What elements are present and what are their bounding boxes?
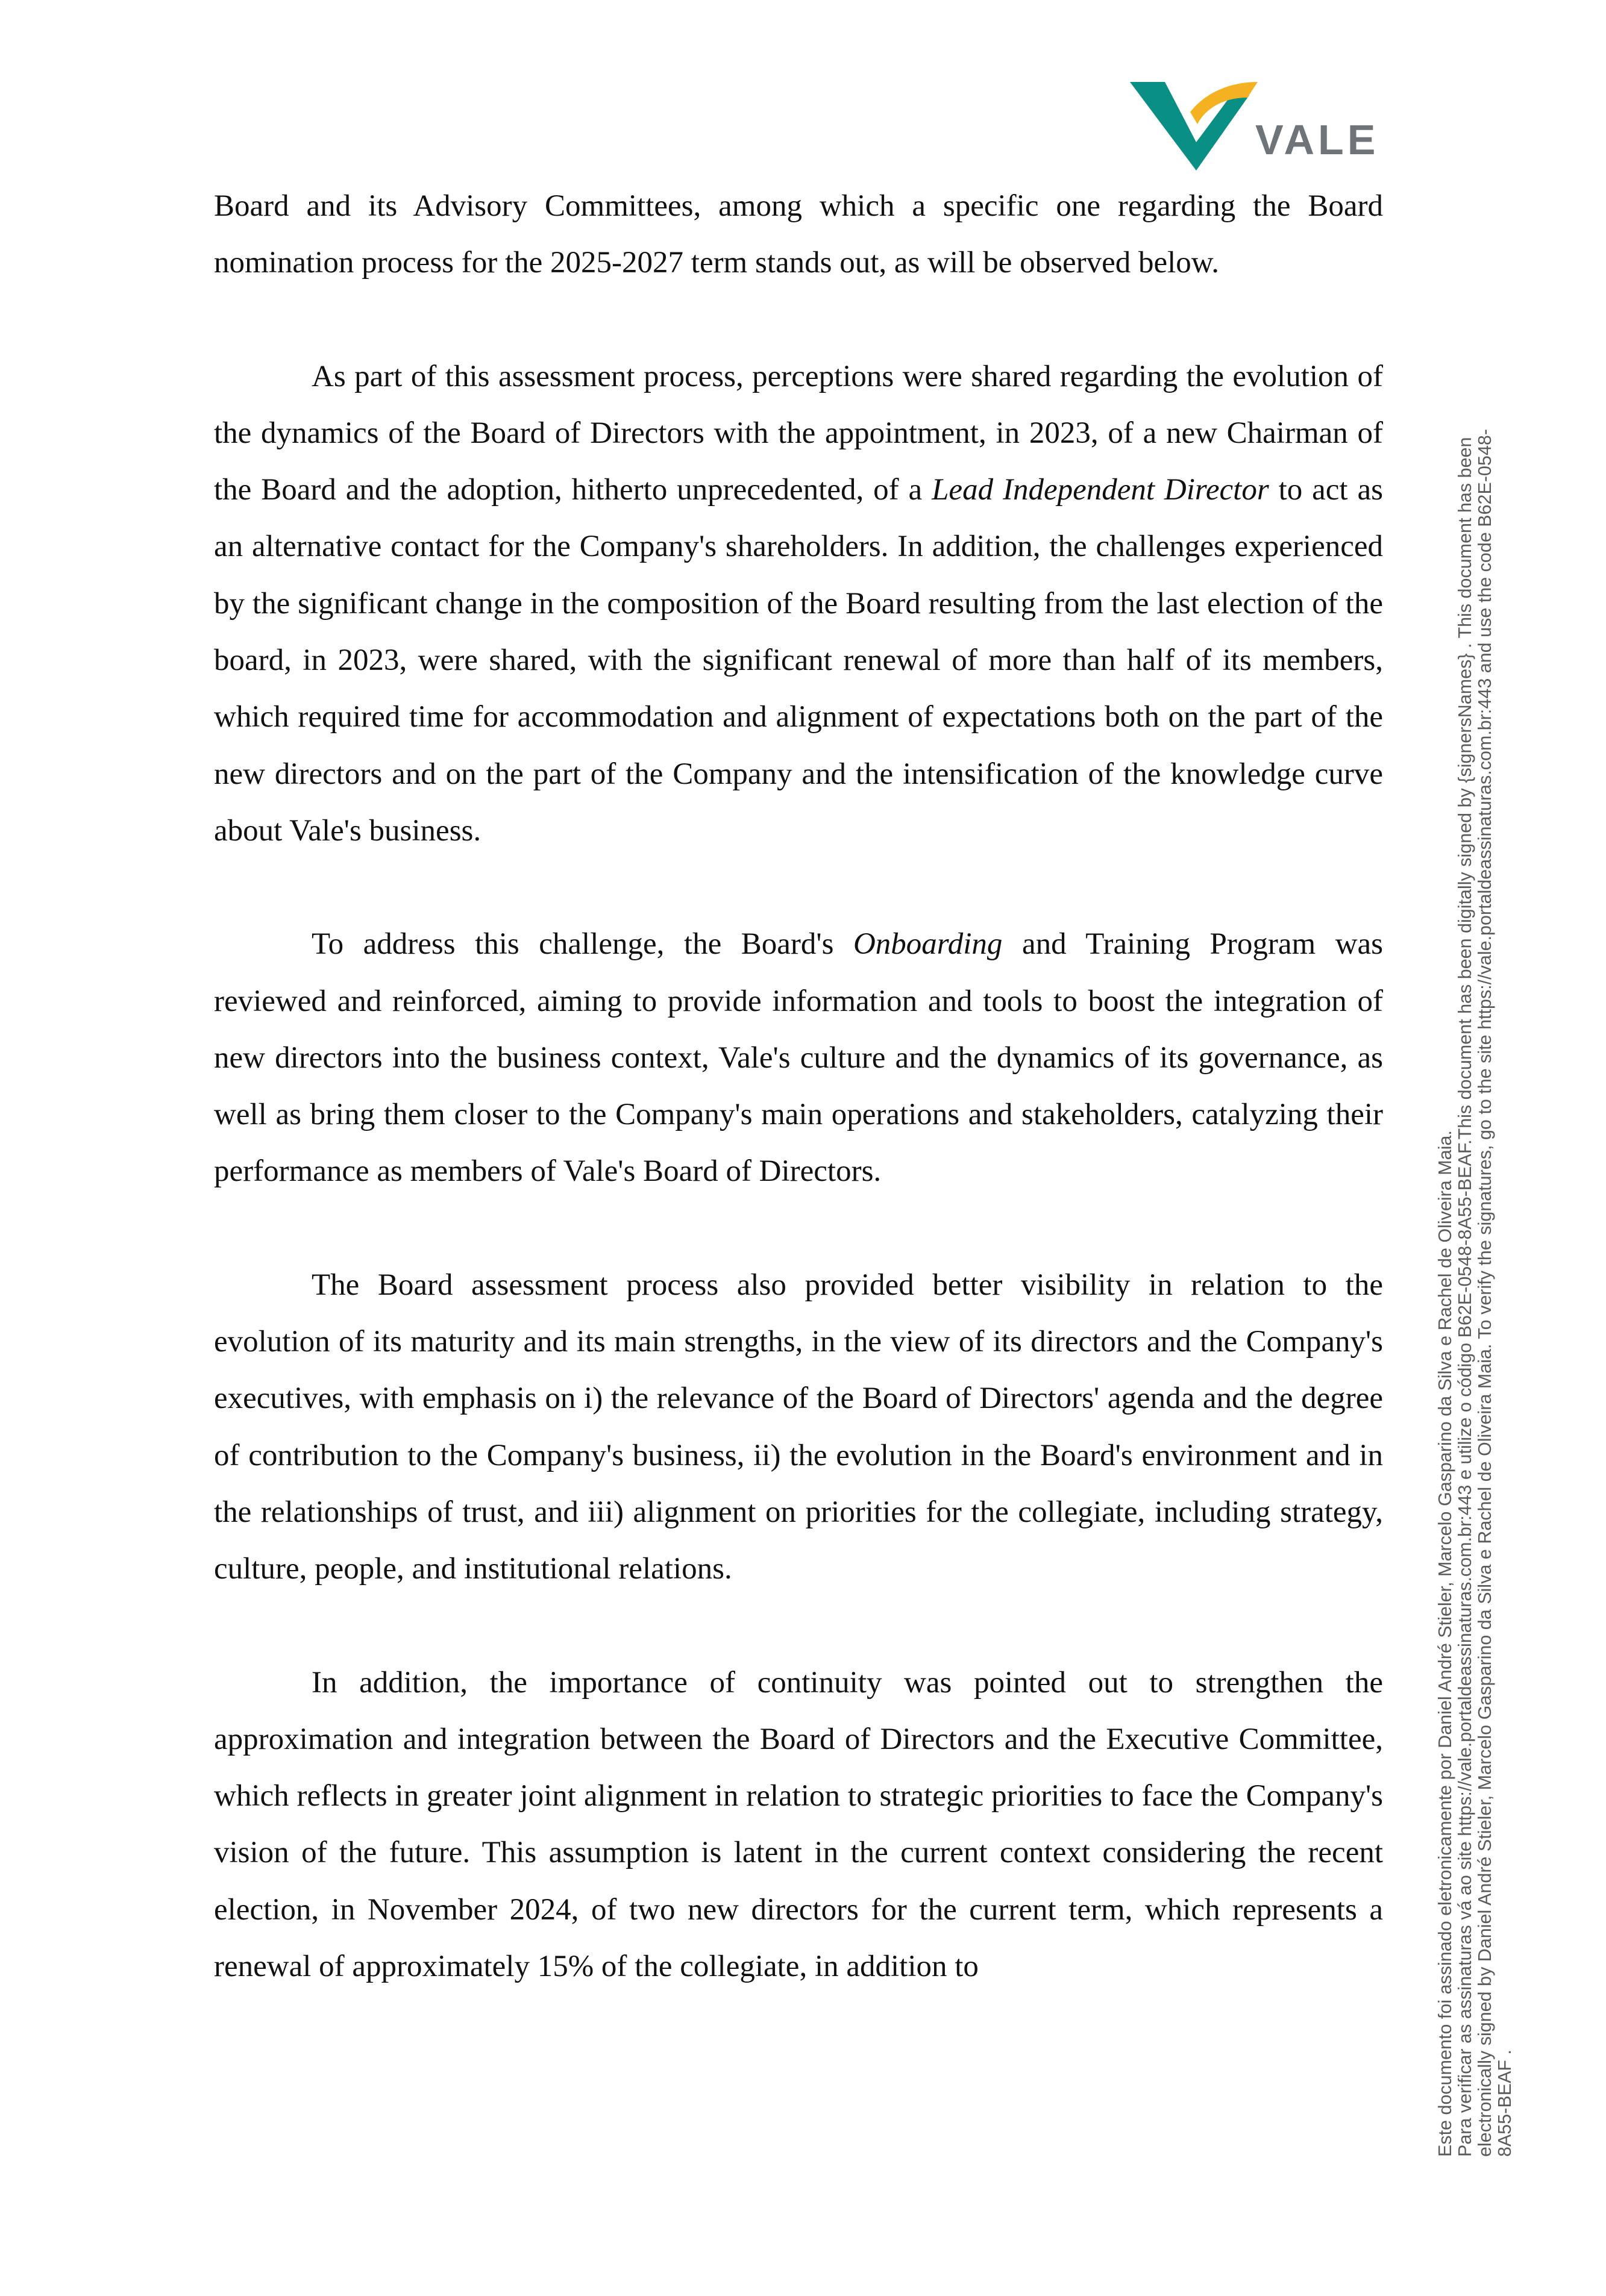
document-body <box>214 178 1383 2051</box>
paragraph-5 <box>214 1654 1383 1995</box>
paragraph-2-emphasis: Lead Independent Director <box>932 473 1269 507</box>
paragraph-5-text: In addition, the importance of continuity was pointed out to strengthen the approximation and integration between the Board of Directors and the Executive Committee, which reflects in greater joint alignment in relation to strategic priorities to face the Company's vision of the future. This assumption is latent in the current context considering the recent election, in November 2024, of two new directors for the current term, which represents a renewal of approximately 15% of the collegiate, in addition to <box>214 1665 1383 1984</box>
signature-note-line-2: Para verificar as assinaturas vá ao site https://vale.portaldeassinaturas.com.br:443 e utilize o código B62E-0548-8A55-BEAF.This document has been digitally signed by {signersNames} . This document has been <box>1455 437 1475 2157</box>
logo-wordmark: VALE <box>1255 116 1379 163</box>
paragraph-3-text-a: To address this challenge, the Board's <box>312 927 853 962</box>
paragraph-2-text-a: As part of this assessment process, perceptions were shared regarding the evolution of the dynamics of the Board of Directors with the appointment, in 2023, of a new Chairman of the Board and the adoption, hitherto unprecedented, of a <box>214 359 1383 507</box>
signature-note-line-3: electronically signed by Daniel André Stieler, Marcelo Gasparino da Silva e Rachel de Oliveira Maia. To verify the signatures, go to the site https://vale.portaldeassinaturas.com.br:443 and use the code B62E-0548- <box>1475 428 1495 2157</box>
paragraph-3 <box>214 916 1383 1200</box>
paragraph-3-emphasis: Onboarding <box>853 927 1003 962</box>
signature-note-line-4: 8A55-BEAF . <box>1495 2050 1515 2157</box>
paragraph-4 <box>214 1257 1383 1598</box>
signature-verification-note <box>1435 60 1515 2157</box>
signature-note-line-1: Este documento foi assinado eletronicamente por Daniel André Stieler, Marcelo Gasparino da Silva e Rachel de Oliveira Maia. <box>1435 1130 1455 2157</box>
paragraph-2-text-b: to act as an alternative contact for the Company's shareholders. In addition, the challenges experienced by the significant change in the composition of the Board resulting from the last election of the board, in 2023, were shared, with the significant renewal of more than half of its members, which required time for accommodation and alignment of expectations both on the part of the new directors and on the part of the Company and the intensification of the knowledge curve about Vale's business. <box>214 473 1383 848</box>
paragraph-1-text: Board and its Advisory Committees, among which a specific one regarding the Board nomination process for the 2025-2027 term stands out, as will be observed below. <box>214 189 1383 280</box>
paragraph-1 <box>214 178 1383 292</box>
paragraph-4-text: The Board assessment process also provided better visibility in relation to the evolution of its maturity and its main strengths, in the view of its directors and the Company's executives, with emphasis on i) the relevance of the Board of Directors' agenda and the degree of contribution to the Company's business, ii) the evolution in the Board's environment and in the relationships of trust, and iii) alignment on priorities for the collegiate, including strategy, culture, people, and institutional relations. <box>214 1268 1383 1586</box>
paragraph-3-text-b: and Training Program was reviewed and reinforced, aiming to provide information and tools to boost the integration of new directors into the business context, Vale's culture and the dynamics of its governance, as well as bring them closer to the Company's main operations and stakeholders, catalyzing their performance as members of Vale's Board of Directors. <box>214 927 1384 1189</box>
paragraph-2 <box>214 348 1383 860</box>
